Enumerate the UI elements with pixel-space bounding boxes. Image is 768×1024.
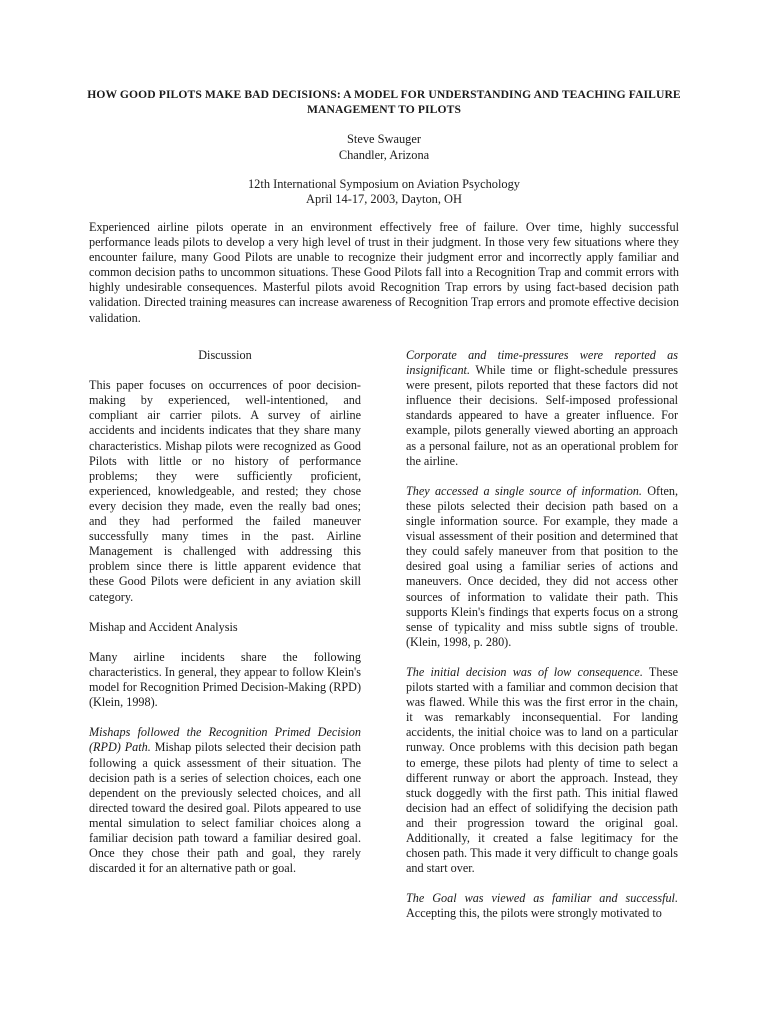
venue: 12th International Symposium on Aviation Psychology <box>247 177 520 191</box>
initial-decision-paragraph <box>406 665 678 876</box>
rpd-lead: Mishaps followed the Recognition Primed Decision (RPD) Path. <box>89 725 361 755</box>
discussion-paragraph: This paper focuses on occurrences of poor decision-making by experienced, well-intentioned, and compliant air carrier pilots. A survey of airline accidents and incidents indicates that they share many characteristics. Mishap pilots were recognized as Good Pilots with little or no history of performance problems; they were sufficiently proficient, experienced, knowledgeable, and rested; they chose every decision they made, even the really bad ones; and they had performed the failed maneuver successfully many times in the past. Airline Management is challenged with addressing this problem since there is little apparent evidence that these Good Pilots were deficient in any aviation skill category. <box>89 378 361 604</box>
source-paragraph <box>406 484 678 650</box>
pressure-text: While time or flight-schedule pressures were present, pilots reported that these factors did not influence their decisions. Self-imposed professional standards appeared to have a greater influence. For example, pilots generally viewed aborting an approach as a personal failure, not as an operational problem for the airline. <box>406 363 678 468</box>
author-location: Chandler, Arizona <box>338 148 430 162</box>
source-text: Often, these pilots selected their decision path based on a single information source. For example, they made a visual assessment of their position and determined that they could safely maneuver from that position to the desired goal using a familiar series of actions and maneuvers. Once decided, they did not access other sources of information to validate their path. This supports Klein's findings that experts focus on a strong sense of typicality and miss subtle signs of trouble. (Klein, 1998, p. 280). <box>406 483 678 649</box>
source-lead: They accessed a single source of information. <box>406 483 642 498</box>
abstract: Experienced airline pilots operate in an environment effectively free of failure. Over time, highly successful performance leads pilots to develop a very high level of trust in their judgment. In those very few situations where they encounter failure, many Good Pilots are unable to recognize their judgment error and incorrectly apply familiar and common decision paths to uncommon situations. These Good Pilots fall into a Recognition Trap and commit errors with highly undesirable consequences. Masterful pilots avoid Recognition Trap errors by using fact-based decision path validation. Directed training measures can increase awareness of Recognition Trap errors and promote effective decision validation. <box>89 220 679 325</box>
goal-text: Accepting this, the pilots were strongly motivated to <box>406 906 662 921</box>
paper-title: HOW GOOD PILOTS MAKE BAD DECISIONS: A MODEL FOR UNDERSTANDING AND TEACHING FAILURE MANAGEMENT TO PILOTS <box>87 88 681 116</box>
mishap-paragraph: Many airline incidents share the following characteristics. In general, they appear to follow Klein's model for Recognition Primed Decision-Making (RPD) (Klein, 1998). <box>89 649 361 710</box>
rpd-text: Mishap pilots selected their decision path following a quick assessment of their situation. The decision path is a series of selection choices, each one dependent on the previously selected choices, and all directed toward the desired goal. Pilots appeared to use mental simulation to select familiar choices along a familiar decision path toward a familiar desired goal. Once they chose their path and goal, they rarely discarded it for an alternative path or goal. <box>89 740 361 876</box>
pressure-lead: Corporate and time-pressures were reported as insignificant. <box>406 348 678 378</box>
rpd-paragraph <box>89 725 361 876</box>
pressure-paragraph <box>406 348 678 469</box>
initial-text: These pilots started with a familiar and common decision that was flawed. While this was the first error in the chain, it was remarkably inconsequential. For landing accidents, the initial choice was to land on a particular runway. Once problems with this decision path began to emerge, these pilots had plenty of time to select a different runway or abort the approach. Instead, they stuck doggedly with the first path. This initial flawed decision had an effect of solidifying the decision path and their progression toward the original goal. Additionally, it created a false legitimacy for the chosen path. This made it very difficult to change goals and start over. <box>406 664 679 876</box>
author-name: Steve Swauger <box>347 132 421 146</box>
conference-date: April 14-17, 2003, Dayton, OH <box>306 192 462 206</box>
initial-lead: The initial decision was of low consequence. <box>406 664 643 679</box>
discussion-heading: Discussion <box>198 348 252 362</box>
left-column <box>89 348 361 876</box>
goal-lead: The Goal was viewed as familiar and successful. <box>406 891 678 906</box>
mishap-heading: Mishap and Accident Analysis <box>89 619 238 634</box>
goal-paragraph <box>406 891 678 921</box>
right-column <box>406 348 678 922</box>
